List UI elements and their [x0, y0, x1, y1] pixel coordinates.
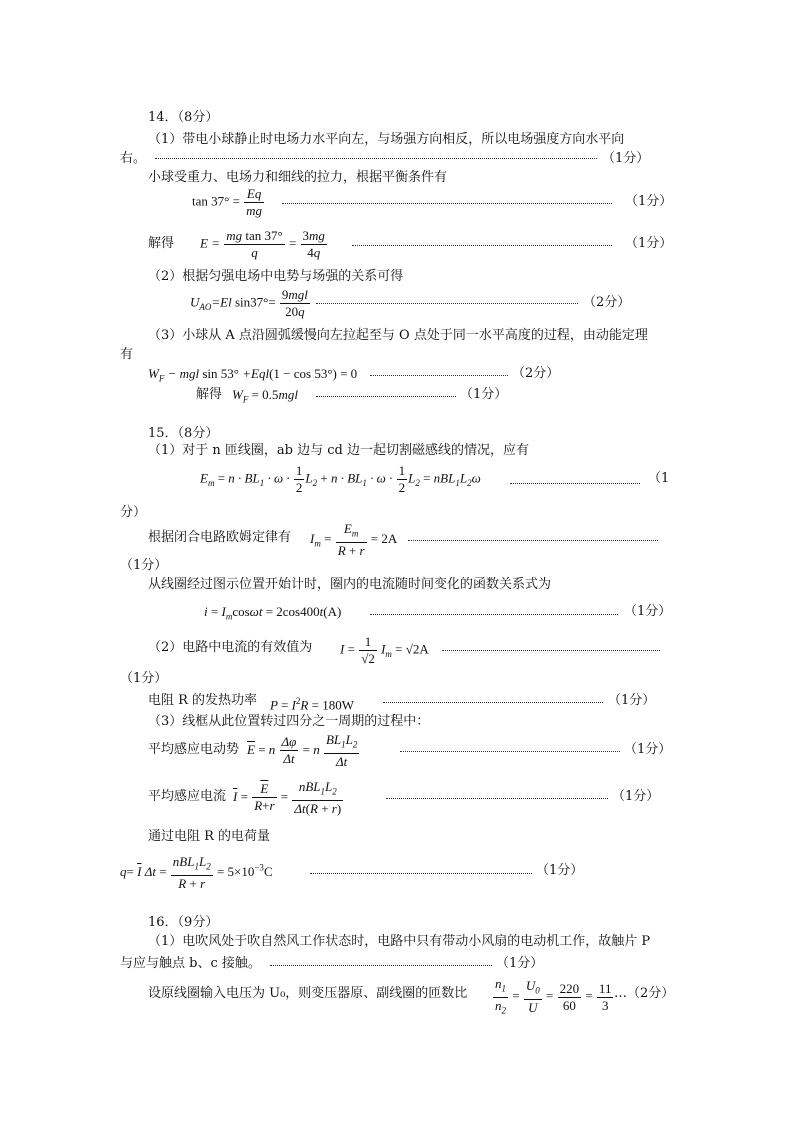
leader-dots — [270, 965, 492, 966]
q15-score-3: （1分） — [624, 604, 672, 619]
q14-line-forces: 小球受重力、电场力和细线的拉力，根据平衡条件有 — [148, 170, 448, 185]
leader-dots — [400, 751, 620, 752]
q15-eq-avgE: $\overline{E} = n$ $\frac{\Delta\varphi}{\Delta t}$ = n $\frac{BL_1L_2}{\Delta t}$ — [247, 732, 358, 769]
q16-score-1: （1分） — [496, 956, 544, 971]
q14-eq-WF: $W_F = 0.5mgl$ — [232, 387, 298, 405]
q16-eq-ratio: $\frac{n_1}{n_2}$ = $\frac{U_0}{U}$ = $\frac{220}{60}$ = $\frac{11}{3}$ — [495, 976, 612, 1016]
q15-score-1a: （1 — [648, 471, 670, 486]
q16-score-2: …（2分） — [614, 986, 675, 1001]
leader-dots — [383, 702, 603, 703]
q16-part1-line2: 与应与触点 b、c 接触。 — [120, 956, 261, 971]
q14-score-3: （1分） — [625, 236, 673, 251]
q15-eq-i: $i = I_m\cos\omega t = 2\cos 400t(A)$ — [204, 604, 342, 622]
q14-score-6: （1分） — [460, 387, 508, 402]
q14-eq-work: $W_F$ − mgl sin 53° +Eql(1 − cos 53°) = 0 — [148, 366, 358, 384]
q16-part1-line1: （1）电吹风处于吹自然风工作状态时，电路中只有带动小风扇的电动机工作，故触片 P — [148, 934, 651, 949]
leader-dots — [370, 614, 618, 615]
q15-eq-q: $q= \overline{I}$ Δt = $\frac{nBL_1L_2}{R + r}$ = $5\times 10^{-3}C$ — [120, 854, 273, 891]
q15-score-1b: 分） — [120, 505, 147, 520]
q15-ohm-label: 根据闭合电路欧姆定律有 — [148, 530, 292, 545]
leader-dots — [386, 798, 608, 799]
q14-score-1: （1分） — [602, 151, 650, 166]
q14-solve-label: 解得 — [148, 236, 175, 251]
q15-part2: （2）电路中电流的有效值为 — [148, 640, 313, 655]
q15-score-8: （1分） — [612, 789, 660, 804]
q15-score-4: （1分） — [120, 671, 168, 686]
q15-score-2: （1分） — [120, 558, 168, 573]
q15-header: 15．（8分） — [148, 426, 219, 441]
q15-score-5: （1分） — [608, 693, 656, 708]
q14-part1-line1: （1）带电小球静止时电场力水平向左，与场强方向相反，所以电场强度方向水平向 — [148, 132, 625, 147]
q14-part1-line2: 右。 — [120, 151, 147, 166]
leader-dots — [408, 540, 658, 541]
leader-dots — [352, 245, 612, 246]
leader-dots — [282, 203, 612, 204]
q15-eq-P: $P = I^2R = 180W$ — [270, 696, 354, 713]
q16-turns-ratio-label: 设原线圈输入电压为 U₀，则变压器原、副线圈的匝数比 — [148, 986, 468, 1001]
q14-part3-line1: （3）小球从 A 点沿圆弧缓慢向左拉起至与 O 点处于同一水平高度的过程，由动能定理 — [148, 328, 648, 343]
leader-dots — [310, 873, 532, 874]
q14-part3-line2: 有 — [120, 347, 134, 362]
q14-eq-UAO: $U_{AO}=El$ sin37°= $\frac{\text{9mgl}}{20q}$ — [190, 287, 308, 319]
leader-dots — [316, 303, 578, 304]
q15-eq-Em: $E_m = n \cdot BL_1 \cdot \omega$ · $\frac{1}{2}$ $L_2 + n \cdot BL_1 \cdot \omega$ · $\frac{1}{2}$ $L_2 = nBL_1L_2\omega$ — [200, 463, 481, 495]
q14-score-5: （2分） — [512, 366, 560, 381]
q14-eq-E: E = $\frac{\text{mg tan 37°}}{q}$ = $\frac{3mg}{4q}$ — [200, 228, 325, 260]
q15-part3: （3）线框从此位置转过四分之一周期的过程中： — [148, 714, 430, 729]
q14-score-2: （1分） — [625, 194, 673, 209]
q14-part2: （2）根据匀强电场中电势与场强的关系可得 — [148, 269, 404, 284]
q14-header: 14．（8分） — [148, 110, 219, 125]
q15-eq-avgI: $\overline{I}$ = $\frac{\overline{E}}{R+r}$ = $\frac{nBL_1L_2}{\Delta t(R + r)}$ — [233, 779, 342, 816]
q15-avg-current-label: 平均感应电流 — [148, 789, 227, 804]
q15-eq-I: I = $\frac{1}{√2}$ $I_m = √2A$ — [340, 634, 429, 666]
q15-score-9: （1分） — [536, 863, 584, 878]
leader-dots — [442, 650, 660, 651]
leader-dots — [370, 375, 508, 376]
q14-score-4: （2分） — [583, 295, 631, 310]
leader-dots — [510, 483, 640, 484]
q14-eq-tan: tan 37° = $\frac{Eq}{mg}$ — [192, 186, 263, 218]
q15-eq-Im: $I_m$ = $\frac{E_m}{R + r}$ = 2A — [310, 521, 398, 558]
leader-dots — [316, 396, 456, 397]
q15-avg-emf-label: 平均感应电动势 — [148, 742, 240, 757]
leader-dots — [155, 158, 597, 159]
q15-power-label: 电阻 R 的发热功率 — [148, 693, 258, 708]
q16-header: 16．（9分） — [148, 915, 219, 930]
q15-score-7: （1分） — [624, 742, 672, 757]
q14-solve-label-2: 解得 — [196, 387, 223, 402]
q15-charge-label: 通过电阻 R 的电荷量 — [148, 829, 271, 844]
q15-function-label: 从线圈经过图示位置开始计时，圈内的电流随时间变化的函数关系式为 — [148, 577, 552, 592]
q15-part1: （1）对于 n 匝线圈，ab 边与 cd 边一起切割磁感线的情况，应有 — [148, 443, 529, 458]
